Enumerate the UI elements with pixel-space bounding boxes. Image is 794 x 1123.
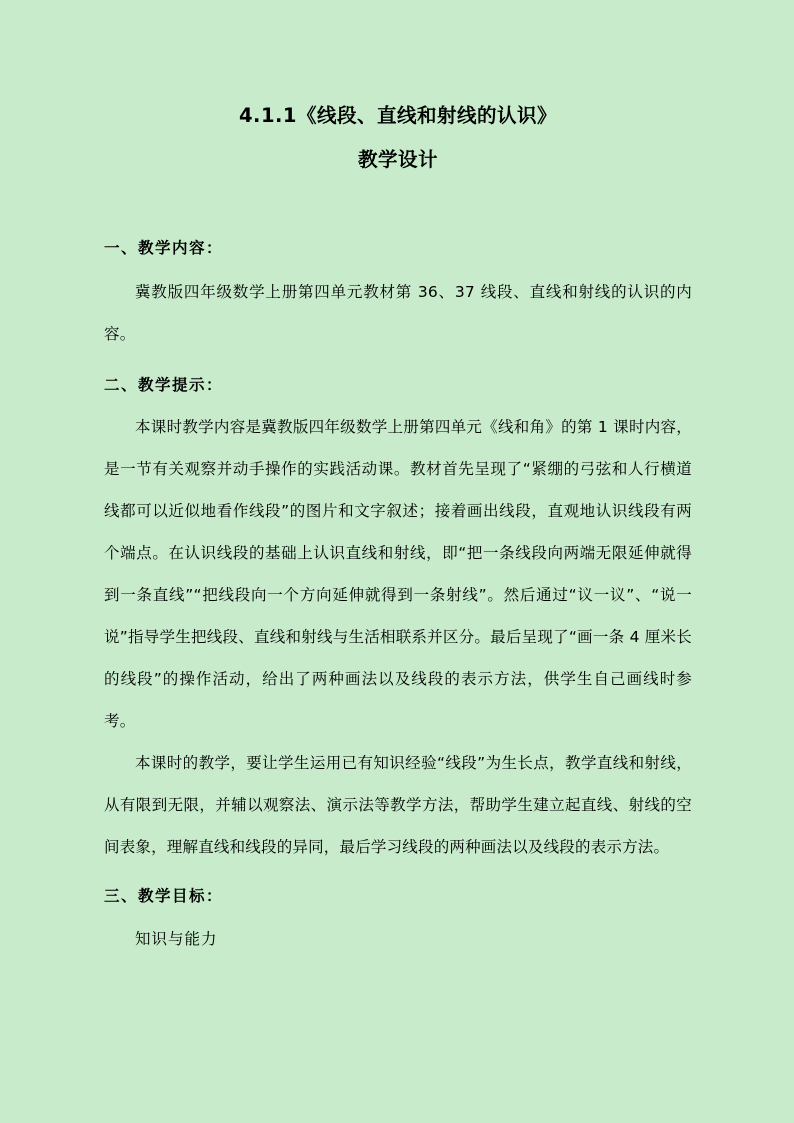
section-heading-goals: 三、教学目标： <box>104 887 224 905</box>
section-heading-tips: 二、教学提示： <box>104 376 224 394</box>
document-subtitle: 教学设计 <box>357 148 438 171</box>
section-subheading: 知识与能力 <box>135 930 218 948</box>
document-title: 4.1.1《线段、直线和射线的认识》 <box>238 104 558 127</box>
section-paragraph: 本课时的教学，要让学生运用已有知识经验“线段”为生长点，教学直线和射线，从有限到无限，并辅以观察法、演示法等教学方法，帮助学生建立起直线、射线的空间表象，理解直线和线段的异同，最后学习线段的两种画法以及线段的表示方法。 <box>104 754 692 856</box>
section-heading-content: 一、教学内容： <box>104 239 224 257</box>
section-paragraph: 本课时教学内容是冀教版四年级数学上册第四单元《线和角》的第 1 课时内容，是一节有关观察并动手操作的实践活动课。教材首先呈现了“紧绷的弓弦和人行横道线都可以近似地看作线段”的图片和文字叙述；接着画出线段，直观地认识线段有两个端点。在认识线段的基础上认识直线和射线，即“把一条线段向两端无限延伸就得到一条直线”“把线段向一个方向延伸就得到一条射线”。然后通过“议一议”、“说一说”指导学生把线段、直线和射线与生活相联系并区分。最后呈现了“画一条 4 厘米长的线段”的操作活动，给出了两种画法以及线段的表示方法，供学生自己画线时参考。 <box>104 418 692 730</box>
section-paragraph: 冀教版四年级数学上册第四单元教材第 36、37 线段、直线和射线的认识的内容。 <box>104 283 692 343</box>
